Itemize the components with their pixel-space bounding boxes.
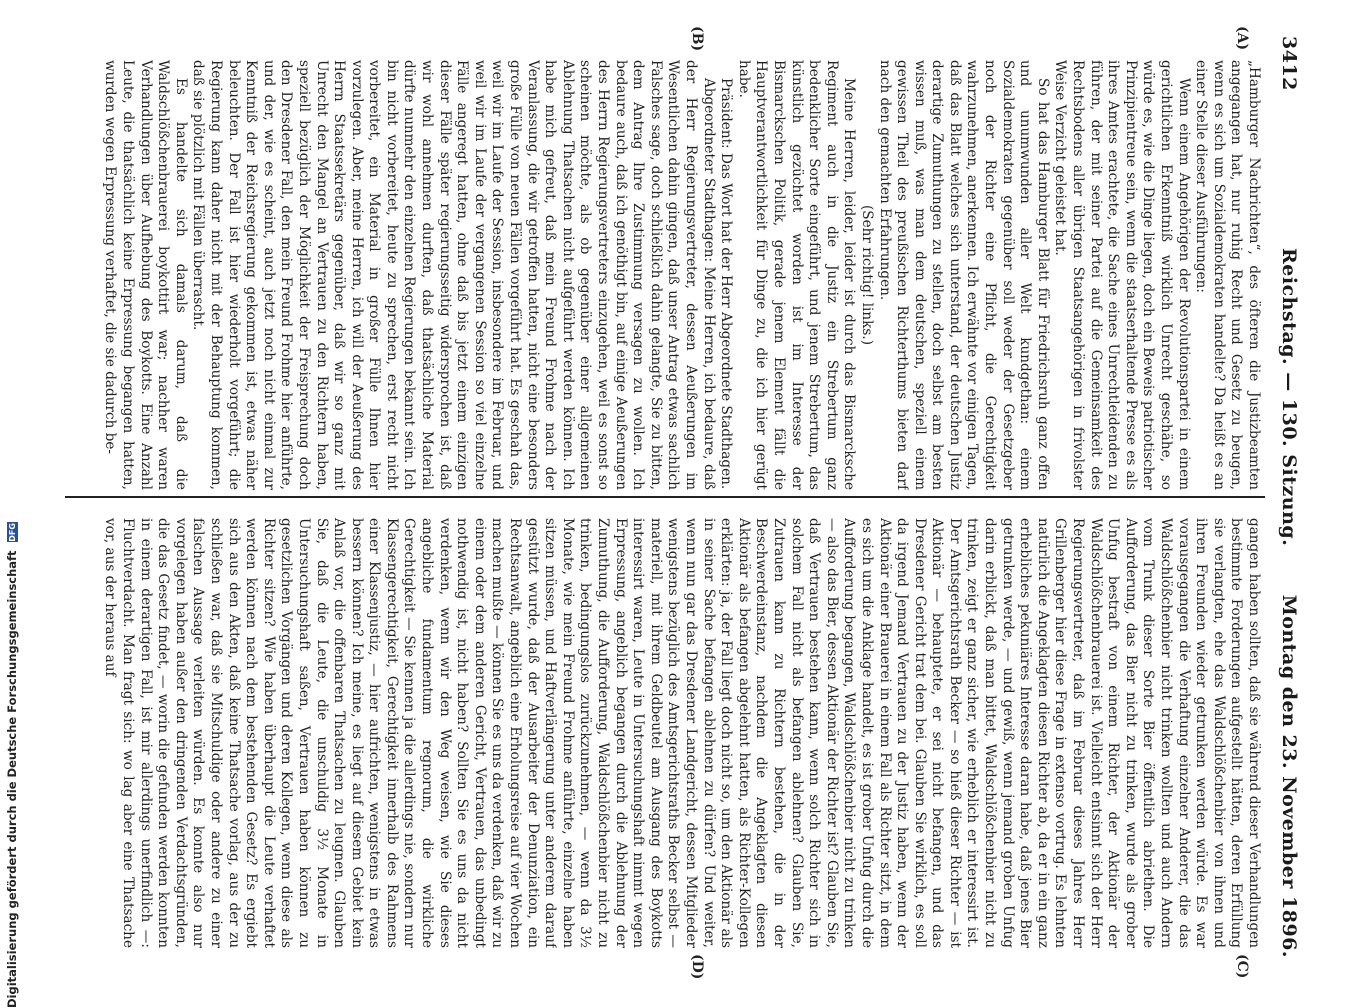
president-line: Präsident: Das Wort hat der Herr Abgeordnete Stadthagen. [718, 78, 735, 490]
footer-text: Digitalisierung gefördert durch die Deutsche Forschungsgemeinschaft [5, 550, 19, 1008]
footer-credit [5, 8, 19, 1008]
margin-marker-c: (C) [1234, 954, 1250, 979]
margin-marker-b: (B) [689, 26, 705, 52]
interjection: (Sehr richtig! links.) [858, 204, 875, 346]
margin-marker-a: (A) [1234, 26, 1250, 51]
margin-marker-d: (D) [689, 954, 705, 980]
session-title: Reichstag. — 130. Sitzung. [1278, 248, 1300, 547]
paragraph: So hat das Hamburger Blatt für Friedrichsruh ganz offen und unumwunden aller Welt kundgethan: einem Sozialdemokraten gegenüber soll weder der Gesetzgeber noch der Richter eine Pflicht, die Gerechtigkeit wahrzunehmen, anerkennen. Ich erwähnte vor einigen Tagen, daß das Blatt welches sich unterstand, der deutschen Justiz derartige Zumuthungen zu stellen, doch selbst am besten wissen muß, was man dem deutschen, speziell einem gewissen Theil des preußischen Richterthums bieten darf nach den gemachten Erfahrungen. [876, 60, 1051, 490]
page-header [1270, 18, 1310, 978]
session-date: Montag den 23. November 1896. [1278, 594, 1300, 958]
quote-paragraph: Wenn einem Angehörigen der Revolutionspartei in einem gerichtlichen Erkenntniß wirklich Unrecht geschähe, so würde es, wie die Dinge liegen, doch ein Beweis patriotischer Prinzipientreue sein, wenn die staatserhaltende Presse es als ihres Amtes erachtete, die Sache eines Unrechtleidenden zu führen, der mit seiner Partei auf die Gemeinsamkeit des Rechtsbodens aller übrigen Staatsangehörigen in frivolster Weise Verzicht geleistet hat. [1052, 60, 1192, 490]
paragraph: „Hamburger Nachrichten“, des öfteren die Justizbeamten angegangen hat, nur ruhig Recht und Gesetz zu beugen, wenn es sich um Sozialdemokraten handelte? Da heißt es an einer Stelle dieser Ausführungen: [1193, 60, 1262, 490]
left-column [67, 60, 1262, 490]
paragraph: Es handelte sich damals darum, daß die Waldschlößchenbrauerei boykottirt war; nachher waren Verhandlungen über Aufhebung des Boykotts. Eine Anzahl Leute, die thatsächlich keine Erpressung begangen hatten, wurden wegen Erpressung verhaftet, die sie dadurch be- [102, 60, 189, 490]
paragraph: Meine Herren, leider, leider ist durch das Bismarcksche Regiment auch in die Justiz ein Strebertum ganz bedenklicher Sorte eingeführt, und jenem Strebertum, das künstlich gezüchtet worden ist im Interesse der Bismarckschen Politik, gerade jenem Element fällt die Hauptverantwortlichkeit für Dinge zu, die ich hier gerügt habe. [735, 60, 858, 490]
dfg-logo-icon: DFG [8, 523, 17, 542]
paragraph: Abgeordneter Stadthagen: Meine Herren, ich bedaure, daß der Herr Regierungsvertreter, dessen Aeußerungen im Wesentlichen dahin gingen, daß unser Antrag etwas sachlich Falsches sage, doch schließlich dahin gelangte, Sie zu bitten, dem Antrag Ihre Zustimmung versagen zu wollen. Ich bedaure auch, daß ich genöthigt bin, auf einige Aeußerungen des Herrn Regierungsvertreters einzugehen, weil es sonst so scheinen möchte, als ob gegenüber einer allgemeinen Ablehnung Thatsachen nicht aufgeführt werden können. Ich habe mich gefreut, daß mein Freund Frohme nach der Veranlassung, die wir getroffen hatten, nicht eine besonders große Fülle von neuen Fällen vorgeführt hat. Es geschah das, weil wir im Laufe der Session, insbesondere im Februar, und weil wir im Laufe der vergangenen Session so viel einzelne Fälle angeregt hatten, ohne daß bis jetzt einem einzigen dieser Fälle später regierungsseitig widersprochen ist, daß wir wohl annehmen durften, daß thatsächliche Material dürfte nunmehr den einzelnen Regierungen bekannt sein. Ich bin nicht vorbereitet, heute zu sprechen, erst recht nicht vorbereitet, ein Material in großer Fülle Ihnen hier vorzulegen. Aber, meine Herren, ich will der Aeußerung des Herrn Staatssekretärs gegenüber, daß wir so ganz mit Unrecht den Mangel an Vertrauen zu den Richtern haben, speziell bezüglich der Möglichkeit der Freisprechung doch den Dresdener Fall, den mein Freund Frohme hier anführte, und der, wie es scheint, auch jetzt noch nicht einmal zur Kenntniß der Reichsregierung gekommen ist, etwas näher beleuchten. Der Fall ist hier wiederholt vorgeführt; die Regierung kann daher nicht mit der Behauptung kommen, daß sie plötzlich mit Fällen überrascht. [190, 60, 717, 490]
column-divider [65, 496, 1265, 498]
paragraph: gangen haben sollten, daß sie während dieser Verhandlungen bestimmte Forderungen aufgestellt hätten, deren Erfüllung sie verlangten, ehe das Waldschlößchenbier von ihnen und ihren Freunden wieder getrunken werden würde. Es war vorausgegangen die Verhaftung einzelner Anderer, die das Waldschlößchenbier nicht trinken wollten und auch Andern vom Trunk dieser Sorte Bier öffentlich abriethen. Die Aufforderung, das Bier nicht zu trinken, wurde als grober Unfug bestraft von einem Richter, der Aktionär der Waldschlößchenbrauerei ist. Vielleicht entsinnt sich der Herr Regierungsvertreter, daß im Februar dieses Jahres Herr Grillenberger hier diese Frage in extenso vortrug. Es lehnten natürlich die Angeklagten diesen Richter ab, da er in ein ganz erhebliches pekuniäres Interesse daran habe, daß jenes Bier getrunken werde, — und gewiß, wenn jemand groben Unfug darin erblickt, daß man bittet, Waldschlößchenbier nicht zu trinken, zeigt er ganz sicher, wie erheblich er interessirt ist. Der Amtsgerichtsrath Becker — so hieß dieser Richter — ist Aktionär — behauptete, er sei nicht befangen, und das Dresdener Gericht trat dem bei. Glauben Sie wirklich, es soll da irgend Jemand Vertrauen zu der Justiz haben, wenn der Aktionär einer Brauerei in einem Fall als Richter sitzt, in dem es sich um die Anklage handelt, es ist grober Unfug durch die Aufforderung begangen, Waldschlößchenbier nicht zu trinken — also das Bier, dessen Aktionär der Richter ist? Glauben Sie, daß Vertrauen bestehen kann, wenn solch Richter sich in solchem Fall nicht als befangen ablehnen? Glauben Sie, Zutrauen kann zu Richtern bestehen, die in der Beschwerdeinstanz, nachdem die Angeklagten diesen Aktionär als befangen abgelehnt hatten, als Richter-Kollegen erklärten: ja, der Fall liegt doch nicht so, um den Aktionär als in seiner Sache befangen ablehnen zu dürfen? Und weiter, wenn nun gar das Dresdener Landgericht, dessen Mitglieder wenigstens bezüglich des Amtsgerichtsraths Becker selbst — materiell, mit ihrem Geldbeutel am Ausgang des Boykotts interessirt waren, Leute in Untersuchungshaft nimmt wegen Erpressung, angeblich begangen durch die Ablehnung der Zumuthung, die Aufforderung, Waldschlößchenbier nicht zu trinken, bedingungslos zurückzunehmen, — wenn da 3½ Monate, wie mein Freund Frohme anführte, einzelne haben sitzen müssen, und Haftverlängerung unter anderem darauf gestützt wurde, daß der Ausarbeiter der Denunziation, ein Rechtsanwalt, angeblich eine Erholungsreise auf vier Wochen machen mußte — können Sie es uns da verdenken, daß wir zu einem oder dem anderen Gericht, Vertrauen, das unbedingt nothwendig ist, nicht haben? Sollten Sie es uns da nicht verdenken, wenn wir den Weg weisen, wie Sie dieses angebliche fundamentum regnorum, die wirkliche Gerechtigkeit — Sie kennen ja die allerdings nie, sondern nur Klassengerechtigkeit, Gerechtigkeit innerhalb des Rahmens einer Klassenjustiz, — hier aufrichten, wenigstens in etwas bessern können? Ich meine, es liegt auf diesem Gebiet kein Anlaß vor, die offenbaren Thatsachen zu leugnen. Glauben Sie, daß die Leute, die unschuldig 3½ Monate in Untersuchungshaft saßen, Vertrauen haben können zu gesetzlichen Vorgängen und deren Kollegen, wenn diese als Richter sitzen? Wie haben überhaupt die Leute verhaftet werden können nach dem bestehenden Gesetz? Es ergiebt sich aus den Akten, daß keine Thatsache vorlag, aus der zu schließen war, daß sie Mitschuldige oder andere zu einer falschen Aussage verleiten würden. Es konnte also nur vorgelegen haben außer den dringenden Verdachtsgründen, die das Gesetz findet, — worin die gefunden werden konnten in einem derartigen Fall, ist mir allerdings unerfindlich —: Fluchtverdacht. Man fragt sich: wo lag aber eine Thatsache vor, aus der heraus auf [102, 518, 1262, 948]
page-number: 3412 [1278, 36, 1300, 91]
rotated-page [55, 18, 1310, 978]
right-column [67, 518, 1262, 948]
